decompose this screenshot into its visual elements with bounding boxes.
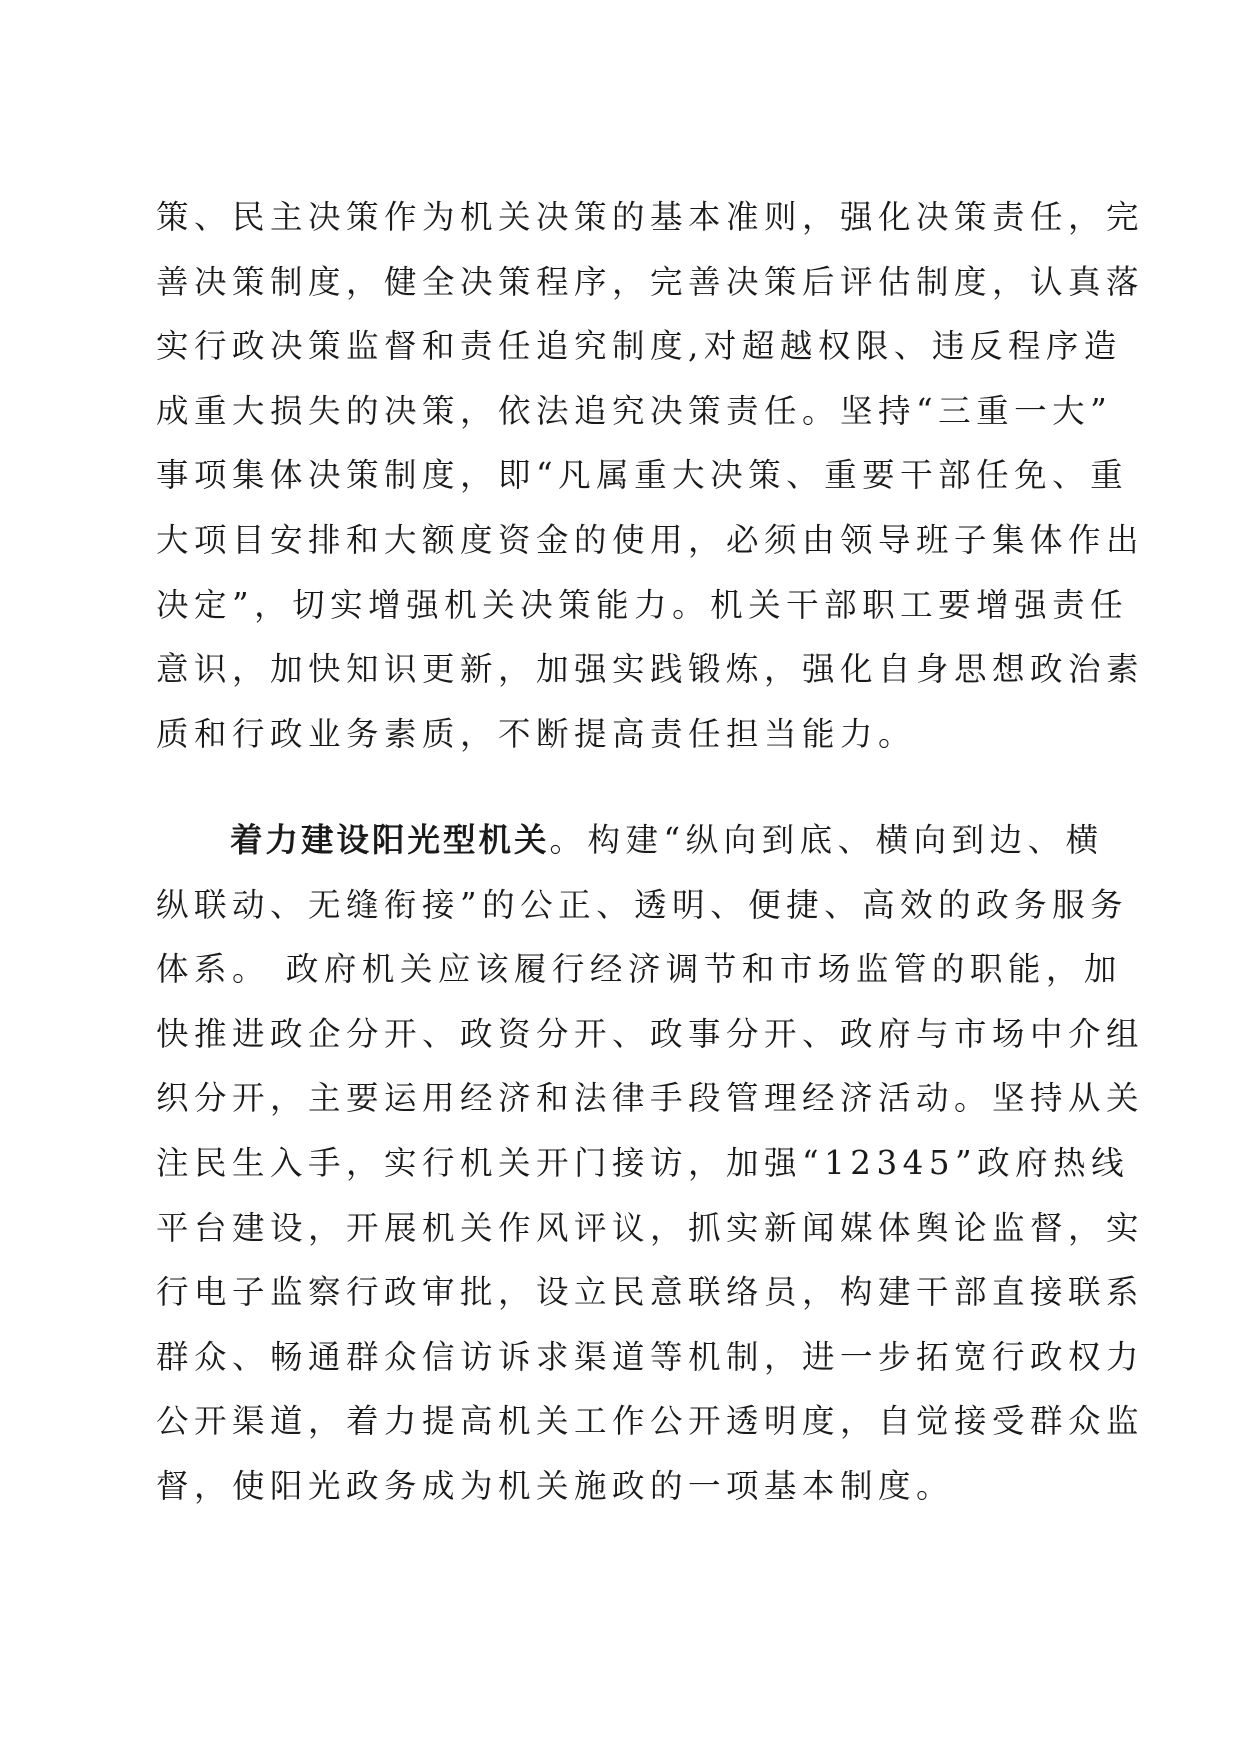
paragraph-line: 意识，加快知识更新，加强实践锻炼，强化自身思想政治素 (156, 650, 1145, 689)
paragraph-decision-making (156, 185, 1145, 766)
paragraph-line: 快推进政企分开、政资分开、政事分开、政府与市场中介组 (156, 1014, 1145, 1053)
paragraph-line: 行电子监察行政审批，设立民意联络员，构建干部直接联系 (156, 1273, 1145, 1312)
paragraph-line: 善决策制度，健全决策程序，完善决策后评估制度，认真落 (156, 262, 1145, 301)
paragraph-line: 成重大损失的决策，依法追究决策责任。坚持“三重一大” (156, 391, 1113, 430)
paragraph-line: 大项目安排和大额度资金的使用，必须由领导班子集体作出 (156, 520, 1145, 559)
paragraph-line: 注民生入手，实行机关开门接访，加强“12345”政府热线 (156, 1143, 1130, 1182)
paragraph-line: 公开渠道，着力提高机关工作公开透明度，自觉接受群众监 (156, 1402, 1145, 1441)
paragraph-line: 织分开，主要运用经济和法律手段管理经济活动。坚持从关 (156, 1079, 1145, 1118)
section-heading: 着力建设阳光型机关 (230, 821, 550, 859)
paragraph-line: 体系。 政府机关应该履行经济调节和市场监管的职能，加 (156, 950, 1122, 989)
paragraph-line: 策、民主决策作为机关决策的基本准则，强化决策责任，完 (156, 198, 1145, 236)
paragraph-first-line (156, 808, 1104, 873)
paragraph-line: 纵联动、无缝衔接”的公正、透明、便捷、高效的政务服务 (156, 885, 1129, 924)
paragraph-line: 平台建设，开展机关作风评议，抓实新闻媒体舆论监督，实 (156, 1208, 1145, 1247)
paragraph-line: 事项集体决策制度，即“凡属重大决策、重要干部任免、重 (156, 456, 1129, 495)
paragraph-line: 群众、畅通群众信访诉求渠道等机制，进一步拓宽行政权力 (156, 1337, 1145, 1376)
paragraph-line: 质和行政业务素质，不断提高责任担当能力。 (156, 714, 917, 753)
paragraph-sunshine-agency (156, 808, 1145, 1519)
first-line-text: 。构建“纵向到底、横向到边、横 (549, 821, 1104, 859)
paragraph-line: 督，使阳光政务成为机关施政的一项基本制度。 (156, 1466, 955, 1505)
paragraph-line: 决定”，切实增强机关决策能力。机关干部职工要增强责任 (156, 585, 1129, 624)
paragraph-line: 实行政决策监督和责任追究制度,对超越权限、违反程序造 (156, 327, 1122, 366)
